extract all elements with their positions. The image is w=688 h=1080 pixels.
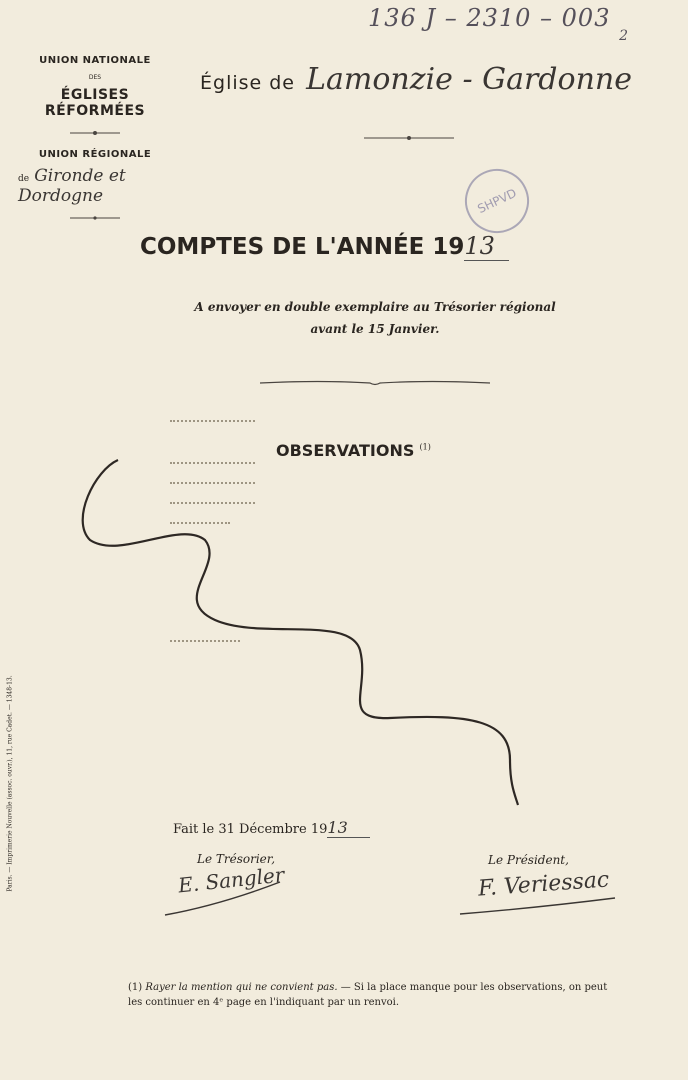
footnote-italic: Rayer la mention qui ne convient pas. xyxy=(145,982,338,993)
treasurer-label: Le Trésorier, xyxy=(197,852,276,866)
org-regional: UNION RÉGIONALE xyxy=(38,149,152,160)
treasurer-signature: E. Sangler xyxy=(177,862,286,898)
org-line3: ÉGLISES RÉFORMÉES xyxy=(44,87,146,119)
ornament-divider-2 xyxy=(65,214,125,222)
archive-reference-number: 136 J – 2310 – 003 xyxy=(368,4,611,32)
org-regional-name xyxy=(10,166,180,206)
treasurer-flourish xyxy=(160,880,290,920)
footnote-text: — Si la place manque pour les observations, on peut les continuer en 4ᵉ page en l'indiquant par un renvoi. xyxy=(128,982,608,1008)
church-name: Lamonzie - Gardonne xyxy=(306,62,632,97)
org-regional-prefix: de xyxy=(18,174,30,184)
instructions xyxy=(165,300,585,336)
org-line1: UNION NATIONALE xyxy=(39,55,151,66)
ornament-divider-4 xyxy=(260,378,490,388)
instructions-line1: A envoyer en double exemplaire au Trésorier régional xyxy=(194,300,556,314)
dotted-line xyxy=(170,482,255,484)
printer-imprint: Paris. — Imprimerie Nouvelle (assoc. ouvr.), 11, rue Cadet. — 1348-13. xyxy=(6,675,14,892)
date-year: 13 xyxy=(327,818,369,838)
org-header xyxy=(10,55,180,226)
title-year: 13 xyxy=(464,232,509,261)
president-label: Le Président, xyxy=(488,853,569,867)
church-label: Église de xyxy=(200,72,296,94)
date-line xyxy=(173,818,370,837)
date-prefix: Fait le 31 Décembre 19 xyxy=(173,822,328,837)
ornament-divider xyxy=(65,129,125,137)
page-title xyxy=(140,232,509,260)
dotted-line xyxy=(170,522,230,524)
title-main: COMPTES DE L'ANNÉE 19 xyxy=(140,234,465,260)
dotted-line xyxy=(170,502,255,504)
archive-stamp: SHPVD xyxy=(454,158,539,243)
dotted-line xyxy=(170,420,255,422)
church-line xyxy=(200,62,632,97)
footnote xyxy=(128,980,608,1010)
org-line2: DES xyxy=(88,74,102,81)
ornament-divider-3 xyxy=(364,134,454,142)
archive-reference-sub: 2 xyxy=(619,28,630,44)
org-regional-value: Gironde et Dordogne xyxy=(18,166,126,206)
observations-heading xyxy=(276,441,431,460)
dotted-line xyxy=(170,462,255,464)
president-signature: F. Veriessac xyxy=(477,867,611,902)
footnote-marker: (1) xyxy=(128,982,143,993)
observations-title: OBSERVATIONS xyxy=(276,441,415,460)
president-flourish xyxy=(455,888,625,918)
instructions-line2: avant le 15 Janvier. xyxy=(310,322,440,336)
archive-reference xyxy=(368,4,630,44)
observations-note-ref: (1) xyxy=(419,442,431,452)
dotted-line xyxy=(170,640,240,642)
